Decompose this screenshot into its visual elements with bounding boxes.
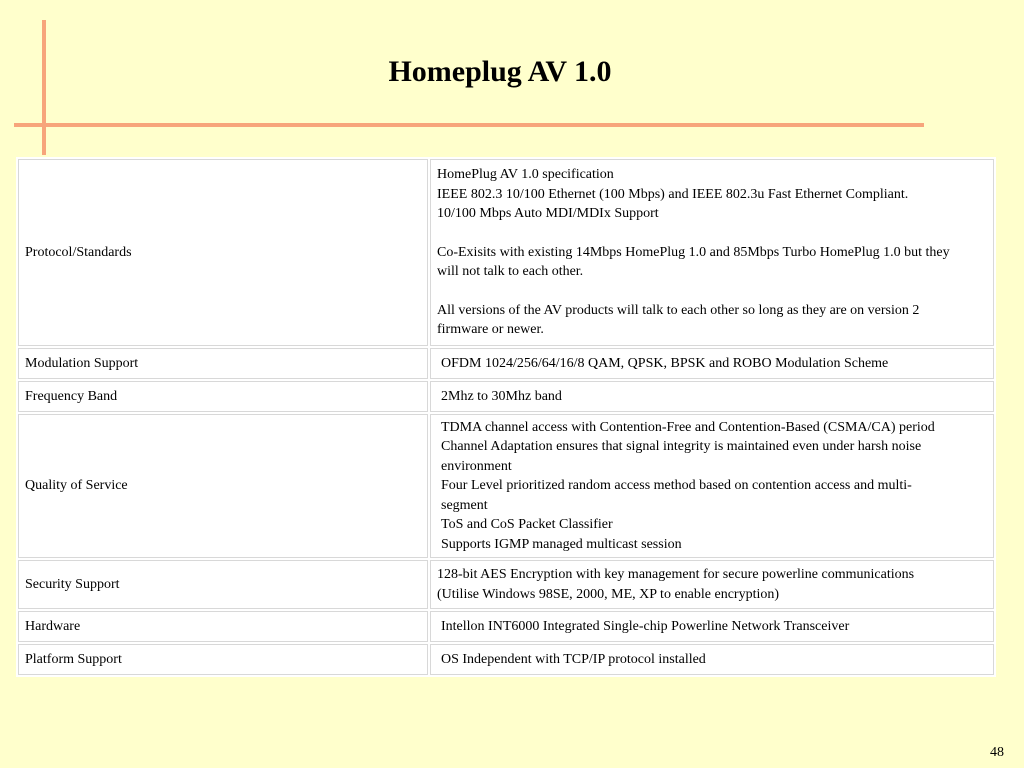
spec-table: [16, 157, 996, 677]
table-row-quality-of-service: [18, 414, 994, 558]
value-line: Channel Adaptation ensures that signal integrity is maintained even under harsh noise: [441, 439, 922, 455]
table-row-frequency-band: [18, 381, 994, 412]
value-line: environment: [441, 458, 512, 474]
value-line: 2Mhz to 30Mhz band: [441, 388, 562, 404]
value-line: Co-Exisits with existing 14Mbps HomePlug 1.0 and 85Mbps Turbo HomePlug 1.0 but they: [437, 244, 950, 260]
slide-title: Homeplug AV 1.0: [388, 55, 612, 88]
value-line: Four Level prioritized random access method based on contention access and multi-: [441, 478, 912, 494]
value-line: TDMA channel access with Contention-Free and Contention-Based (CSMA/CA) period: [441, 420, 935, 436]
value-line: HomePlug AV 1.0 specification: [437, 167, 614, 183]
row-value: [430, 381, 994, 412]
table-row-protocol-standards: [18, 159, 994, 346]
value-line: 128-bit AES Encryption with key management for secure powerline communications: [437, 567, 915, 583]
table-row-security-support: [18, 560, 994, 609]
value-line: All versions of the AV products will talk to each other so long as they are on version 2: [437, 303, 920, 318]
row-label: Quality of Service: [18, 414, 428, 558]
value-spacer: [437, 282, 987, 301]
value-line: will not talk to each other.: [437, 264, 584, 280]
value-line: OFDM 1024/256/64/16/8 QAM, QPSK, BPSK and ROBO Modulation Scheme: [441, 355, 889, 371]
row-value: [430, 560, 994, 609]
row-value: [430, 611, 994, 642]
row-label: Modulation Support: [18, 348, 428, 379]
page-number: 48: [990, 745, 1004, 760]
value-line: segment: [441, 497, 488, 513]
row-value: [430, 644, 994, 675]
row-label: Protocol/Standards: [18, 159, 428, 346]
value-line: Intellon INT6000 Integrated Single-chip Powerline Network Transceiver: [441, 618, 850, 634]
value-line: IEEE 802.3 10/100 Ethernet (100 Mbps) and IEEE 802.3u Fast Ethernet Compliant.: [437, 186, 909, 202]
row-value: [430, 414, 994, 558]
value-line: 10/100 Mbps Auto MDI/MDIx Support: [437, 206, 659, 221]
value-line: OS Independent with TCP/IP protocol installed: [441, 651, 706, 667]
row-value: [430, 159, 994, 346]
table-row-hardware: [18, 611, 994, 642]
table-row-modulation-support: [18, 348, 994, 379]
row-label: Security Support: [18, 560, 428, 609]
horizontal-accent-line: [14, 123, 924, 127]
value-spacer: [437, 223, 987, 242]
value-line: firmware or newer.: [437, 322, 544, 338]
row-value: [430, 348, 994, 379]
value-line: ToS and CoS Packet Classifier: [441, 517, 613, 533]
row-label: Hardware: [18, 611, 428, 642]
vertical-accent-line: [42, 20, 46, 155]
value-line: (Utilise Windows 98SE, 2000, ME, XP to enable encryption): [437, 586, 780, 602]
row-label: Platform Support: [18, 644, 428, 675]
row-label: Frequency Band: [18, 381, 428, 412]
table-row-platform-support: [18, 644, 994, 675]
value-line: Supports IGMP managed multicast session: [441, 536, 682, 552]
